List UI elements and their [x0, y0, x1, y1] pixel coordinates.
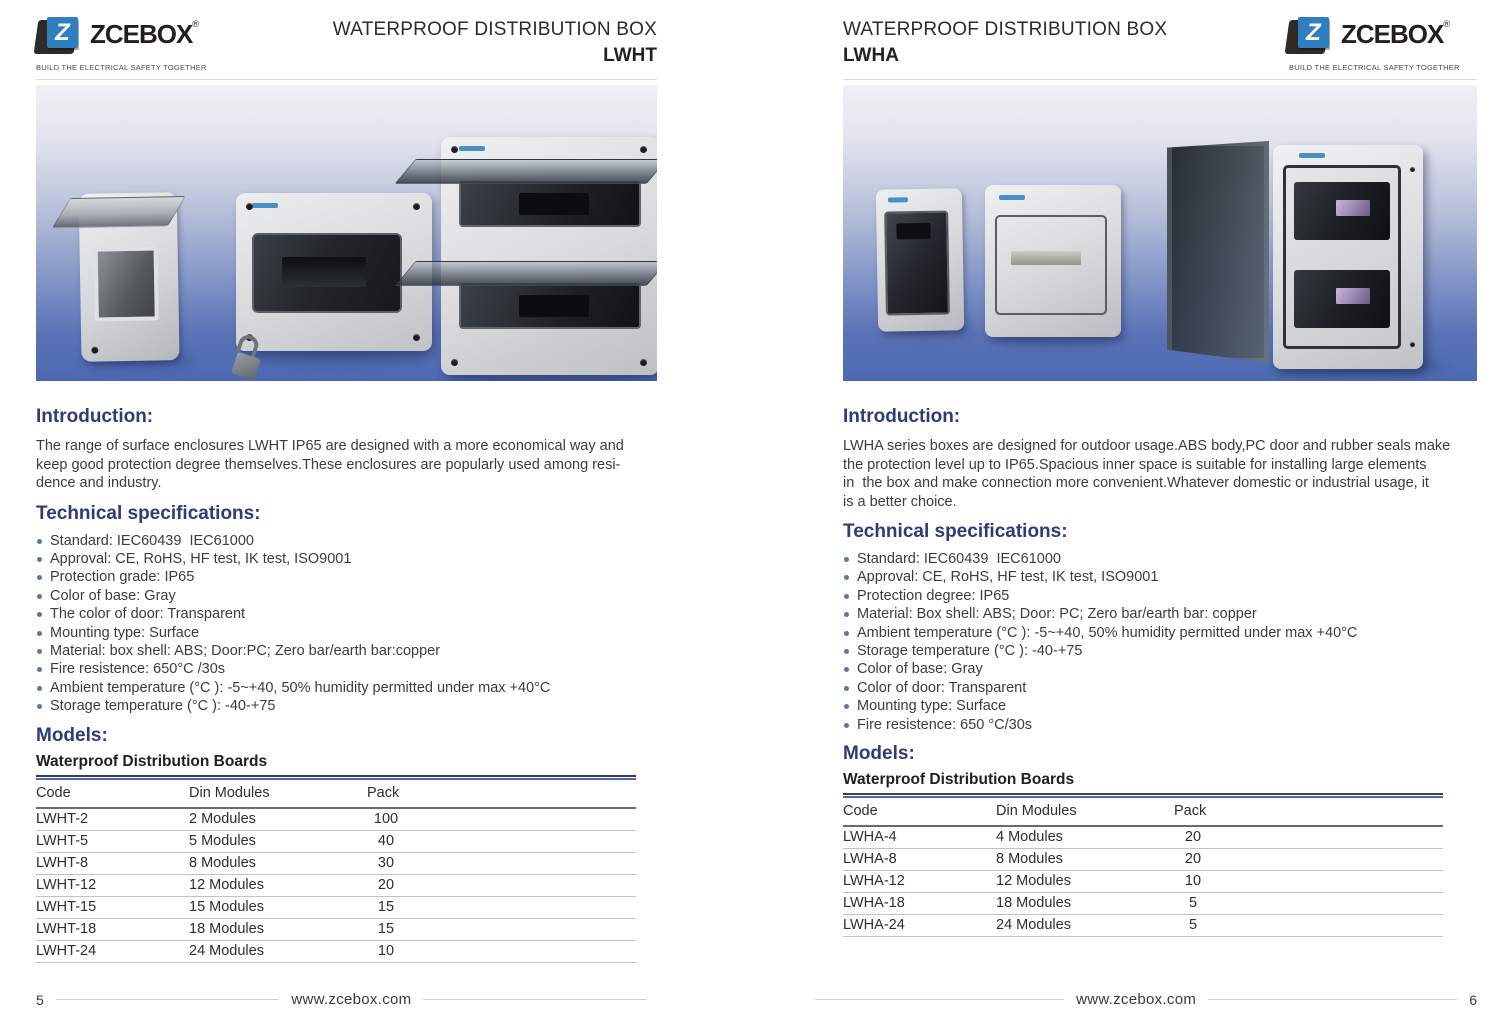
- table-row: [843, 849, 1443, 871]
- spec-item: Color of base: Gray: [843, 660, 1477, 678]
- brand-tagline: BUILD THE ELECTRICAL SAFETY TOGETHER: [1289, 63, 1460, 72]
- table-row: [843, 827, 1443, 849]
- photo-medium-enclosure-padlock: [236, 193, 432, 351]
- cell-code: LWHA-4: [843, 829, 897, 846]
- table-row: [36, 875, 636, 897]
- footer-rule-right: [1208, 999, 1457, 1000]
- spec-item: Color of door: Transparent: [843, 679, 1477, 697]
- cell-pack: 100: [373, 810, 399, 827]
- page-number: 6: [1469, 991, 1477, 1008]
- page-number: 5: [36, 991, 44, 1008]
- footer-rule-left: [815, 999, 1064, 1000]
- paragraph-line: keep good protection degree themselves.These enclosures are popularly used among resi-: [36, 456, 621, 473]
- product-photo-banner: [843, 85, 1477, 381]
- logo-z-monogram: Z: [1298, 17, 1329, 48]
- paragraph-line: dence and industry.: [36, 475, 162, 491]
- spec-item: Protection grade: IP65: [36, 568, 657, 586]
- photo-small-enclosure-dark-door: [876, 188, 964, 331]
- table-header-row: [843, 798, 1443, 827]
- introduction-heading: Introduction:: [36, 406, 154, 427]
- spec-item: Fire resistence: 650 °C/30s: [843, 716, 1477, 734]
- paragraph-line: The range of surface enclosures LWHT IP65 are designed with a more economical way and: [36, 438, 624, 454]
- models-heading: Models:: [36, 724, 108, 746]
- transparent-door-open: [1167, 141, 1269, 363]
- cell-din-modules: 18 Modules: [189, 920, 264, 937]
- column-header: Code: [36, 784, 71, 801]
- zcebox-logo-icon: [1287, 17, 1335, 57]
- introduction-heading: Introduction:: [843, 406, 961, 427]
- footer-url: www.zcebox.com: [291, 991, 412, 1008]
- spec-item: Storage temperature (°C ): -40-+75: [36, 697, 657, 715]
- column-header: Din Modules: [996, 803, 1077, 820]
- series-model-name: LWHA: [843, 45, 899, 66]
- spec-item: Protection degree: IP65: [843, 587, 1477, 605]
- photo-open-door-enclosure: [1161, 131, 1461, 381]
- cell-pack: 15: [377, 898, 395, 915]
- page-header: [843, 0, 1477, 80]
- page-right-lwha: [755, 0, 1510, 1024]
- cell-code: LWHT-12: [36, 876, 97, 893]
- table-row: [36, 919, 636, 941]
- table-row: [36, 941, 636, 963]
- page-header: [36, 0, 657, 80]
- cell-code: LWHA-12: [843, 873, 905, 890]
- specs-list: [36, 532, 657, 716]
- registered-mark: ®: [1443, 19, 1450, 29]
- page-footer: [815, 991, 1477, 1008]
- cell-din-modules: 24 Modules: [996, 917, 1071, 934]
- models-table: [843, 771, 1443, 937]
- table-title: Waterproof Distribution Boards: [36, 753, 636, 777]
- cell-pack: 20: [1184, 829, 1202, 846]
- photo-small-enclosure: [72, 180, 183, 364]
- product-photo-banner: [36, 85, 657, 381]
- table-row: [36, 897, 636, 919]
- footer-url: www.zcebox.com: [1076, 991, 1197, 1008]
- registered-mark: ®: [192, 19, 199, 29]
- table-row: [36, 809, 636, 831]
- spec-item: Storage temperature (°C ): -40-+75: [843, 642, 1477, 660]
- cell-code: LWHA-18: [843, 895, 905, 912]
- cell-pack: 5: [1188, 917, 1198, 934]
- paragraph-line: is a better choice.: [843, 493, 957, 510]
- cell-pack: 20: [1184, 851, 1202, 868]
- cell-code: LWHT-8: [36, 854, 89, 871]
- paragraph-line: the protection level up to IP65.Spacious inner space is suitable for installing large elements: [843, 456, 1427, 473]
- cell-pack: 40: [377, 832, 395, 849]
- cell-code: LWHT-24: [36, 942, 97, 959]
- table-body: [843, 827, 1443, 937]
- column-header: Din Modules: [189, 784, 270, 801]
- cell-din-modules: 8 Modules: [996, 851, 1063, 868]
- spec-item: The color of door: Transparent: [36, 605, 657, 623]
- footer-rule-right: [423, 999, 647, 1000]
- page-title: WATERPROOF DISTRIBUTION BOX: [332, 19, 657, 40]
- cell-din-modules: 15 Modules: [189, 898, 264, 915]
- table-title: Waterproof Distribution Boards: [843, 771, 1443, 795]
- table-row: [36, 831, 636, 853]
- cell-pack: 10: [377, 942, 395, 959]
- column-header: Pack: [1174, 803, 1207, 820]
- spec-item: Ambient temperature (°C ): -5~+40, 50% humidity permitted under max +40°C: [36, 679, 657, 697]
- brand-tagline: BUILD THE ELECTRICAL SAFETY TOGETHER: [36, 63, 207, 72]
- spec-item: Fire resistence: 650°C /30s: [36, 660, 657, 678]
- table-body: [36, 809, 636, 963]
- zcebox-logo: [36, 15, 226, 72]
- paragraph-line: in the box and make connection more convenient.Whatever domestic or industrial usage, it: [843, 475, 1429, 491]
- cell-code: LWHT-18: [36, 920, 97, 937]
- spec-item: Mounting type: Surface: [36, 624, 657, 642]
- logo-z-monogram: Z: [47, 17, 78, 48]
- spec-item: Approval: CE, RoHS, HF test, IK test, ISO9001: [36, 550, 657, 568]
- column-header: Pack: [367, 784, 400, 801]
- cell-din-modules: 12 Modules: [189, 876, 264, 893]
- cell-pack: 10: [1184, 873, 1202, 890]
- table-row: [843, 915, 1443, 937]
- cell-din-modules: 24 Modules: [189, 942, 264, 959]
- flip-lid-top: [395, 159, 657, 184]
- cell-code: LWHA-8: [843, 851, 897, 868]
- specs-heading: Technical specifications:: [843, 521, 1068, 542]
- table-row: [36, 853, 636, 875]
- cell-code: LWHA-24: [843, 917, 905, 934]
- introduction-paragraph: [843, 437, 1477, 511]
- column-header: Code: [843, 803, 878, 820]
- cell-pack: 15: [377, 920, 395, 937]
- table-row: [843, 871, 1443, 893]
- cell-pack: 30: [377, 854, 395, 871]
- cell-din-modules: 2 Modules: [189, 810, 256, 827]
- spec-item: Material: box shell: ABS; Door:PC; Zero bar/earth bar:copper: [36, 642, 657, 660]
- spec-item: Mounting type: Surface: [843, 697, 1477, 715]
- brand-name: ZCEBOX: [1341, 19, 1444, 49]
- cell-din-modules: 12 Modules: [996, 873, 1071, 890]
- photo-medium-enclosure-dark-door: [985, 185, 1121, 337]
- page-footer: [36, 991, 647, 1008]
- cell-code: LWHT-15: [36, 898, 97, 915]
- cell-pack: 5: [1188, 895, 1198, 912]
- zcebox-logo-icon: [36, 17, 84, 57]
- models-heading: Models:: [843, 743, 915, 765]
- footer-rule-left: [56, 999, 280, 1000]
- flip-lid-bottom: [395, 261, 657, 286]
- brand-name: ZCEBOX: [90, 19, 193, 49]
- specs-list: [843, 550, 1477, 734]
- spec-item: Standard: IEC60439 IEC61000: [843, 550, 1477, 568]
- table-header-row: [36, 780, 636, 809]
- photo-large-two-row-enclosure: [441, 137, 657, 375]
- series-model-name: LWHT: [603, 45, 657, 66]
- introduction-paragraph: [36, 437, 657, 493]
- cell-din-modules: 5 Modules: [189, 832, 256, 849]
- spec-item: Color of base: Gray: [36, 587, 657, 605]
- spec-item: Ambient temperature (°C ): -5~+40, 50% humidity permitted under max +40°C: [843, 624, 1477, 642]
- cell-din-modules: 18 Modules: [996, 895, 1071, 912]
- page-title: WATERPROOF DISTRIBUTION BOX: [843, 19, 1168, 40]
- table-row: [843, 893, 1443, 915]
- specs-heading: Technical specifications:: [36, 502, 261, 524]
- spec-item: Material: Box shell: ABS; Door: PC; Zero bar/earth bar: copper: [843, 605, 1477, 623]
- cell-pack: 20: [377, 876, 395, 893]
- paragraph-line: LWHA series boxes are designed for outdoor usage.ABS body,PC door and rubber seals make: [843, 438, 1451, 454]
- cell-code: LWHT-5: [36, 832, 89, 849]
- cell-code: LWHT-2: [36, 810, 89, 827]
- models-table: [36, 753, 636, 963]
- cell-din-modules: 8 Modules: [189, 854, 256, 871]
- cell-din-modules: 4 Modules: [996, 829, 1063, 846]
- spec-item: Standard: IEC60439 IEC61000: [36, 532, 657, 550]
- zcebox-logo: [1287, 15, 1477, 72]
- spec-item: Approval: CE, RoHS, HF test, IK test, ISO9001: [843, 568, 1477, 586]
